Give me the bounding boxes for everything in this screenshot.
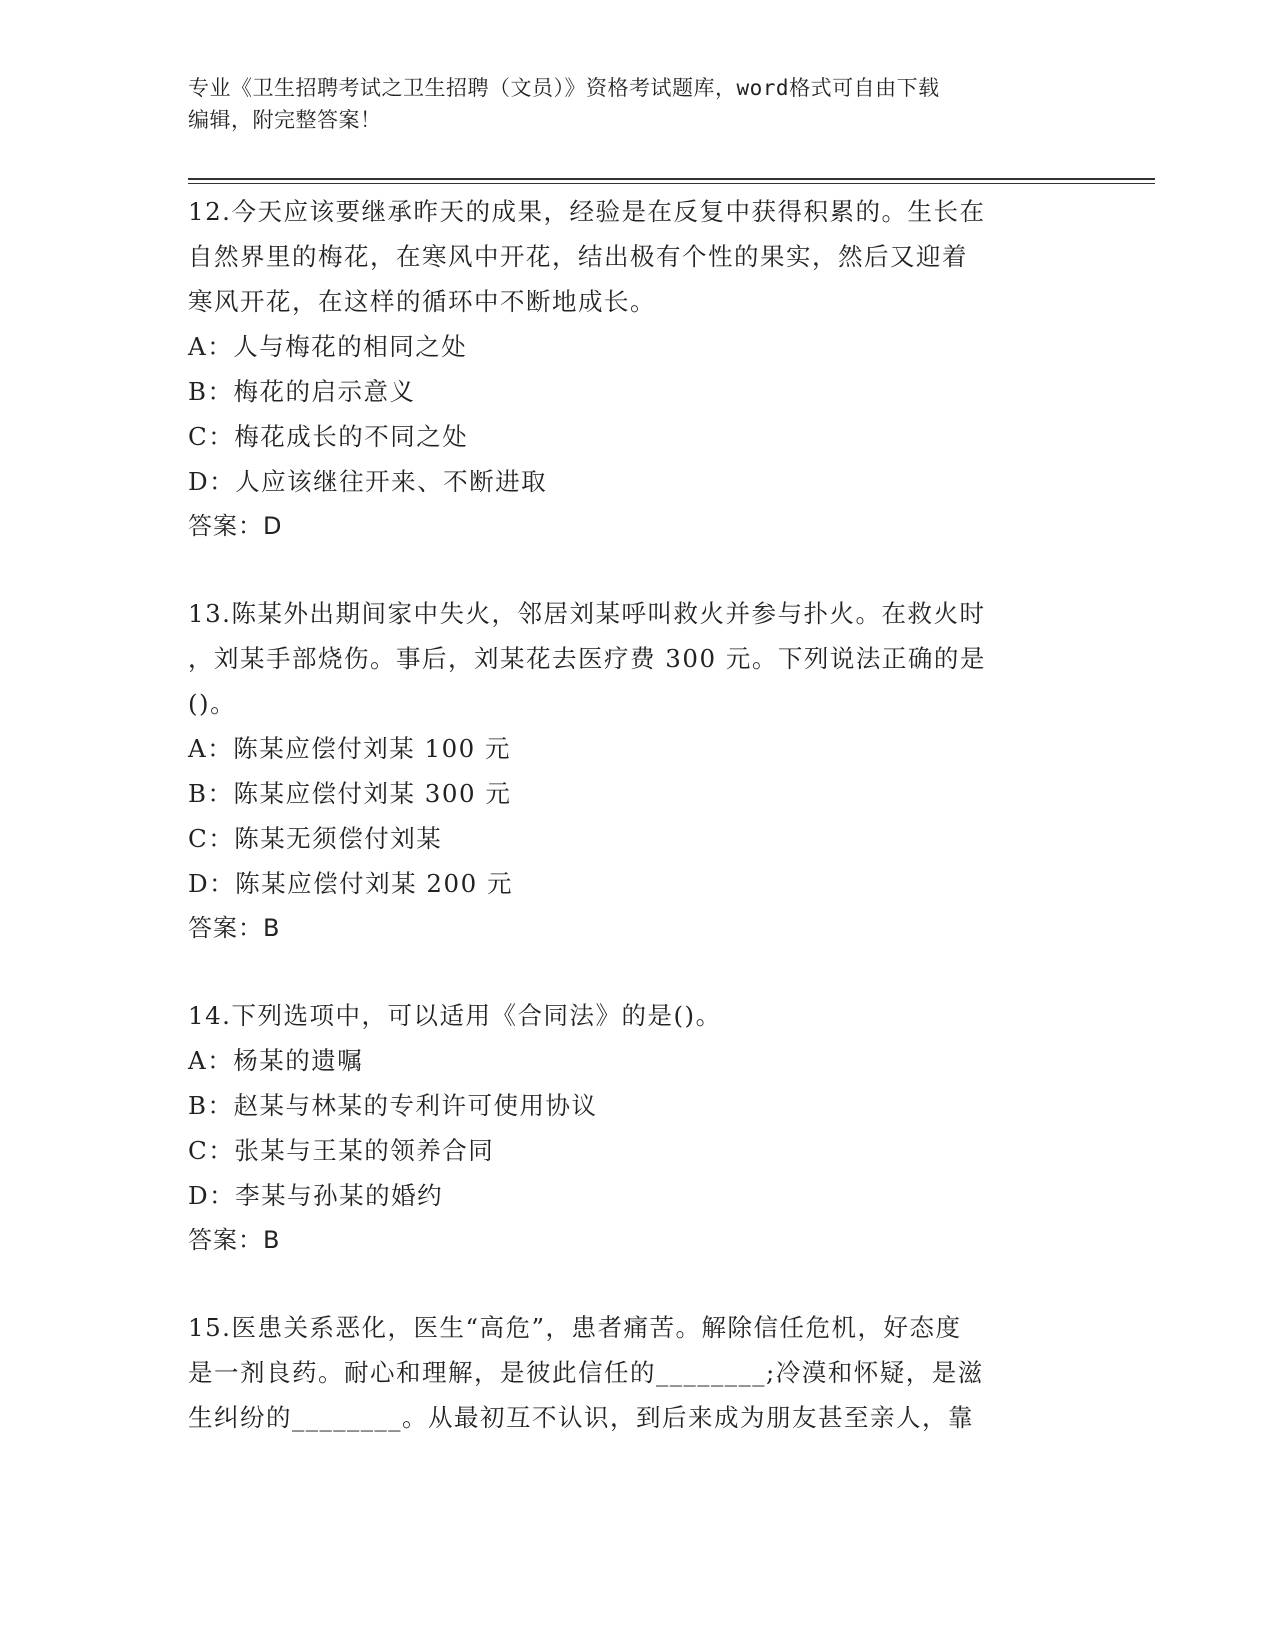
option-d: D：李某与孙某的婚约 bbox=[188, 1181, 444, 1210]
stem-line: ，刘某手部烧伤。事后，刘某花去医疗费 300 元。下列说法正确的是 bbox=[188, 644, 986, 673]
header-divider bbox=[188, 178, 1155, 184]
question-stem bbox=[188, 591, 1088, 726]
stem-line: 寒风开花，在这样的循环中不断地成长。 bbox=[188, 287, 656, 316]
option-c: C：陈某无须偿付刘某 bbox=[188, 824, 443, 853]
question-stem bbox=[188, 1305, 1088, 1440]
stem-line: 13.陈某外出期间家中失火，邻居刘某呼叫救火并参与扑火。在救火时 bbox=[188, 599, 986, 628]
option-a: A：杨某的遗嘱 bbox=[188, 1046, 364, 1075]
answer-label: 答案：B bbox=[188, 1226, 281, 1254]
answer-label: 答案：D bbox=[188, 512, 283, 540]
page-header bbox=[188, 72, 1068, 136]
option-c: C：张某与王某的领养合同 bbox=[188, 1136, 495, 1165]
question-14 bbox=[188, 993, 1088, 1263]
option-b: B：赵某与林某的专利许可使用协议 bbox=[188, 1091, 598, 1120]
question-list bbox=[188, 189, 1088, 1482]
stem-line: 自然界里的梅花，在寒风中开花，结出极有个性的果实，然后又迎着 bbox=[188, 242, 968, 271]
stem-line: 12.今天应该要继承昨天的成果，经验是在反复中获得积累的。生长在 bbox=[188, 197, 986, 226]
option-a: A：陈某应偿付刘某 100 元 bbox=[188, 734, 512, 763]
question-stem bbox=[188, 993, 1088, 1038]
header-line-2: 编辑，附完整答案！ bbox=[188, 108, 382, 132]
option-a: A：人与梅花的相同之处 bbox=[188, 332, 468, 361]
stem-line: 14.下列选项中，可以适用《合同法》的是()。 bbox=[188, 1001, 722, 1030]
option-c: C：梅花成长的不同之处 bbox=[188, 422, 469, 451]
question-12 bbox=[188, 189, 1088, 549]
stem-line: 是一剂良药。耐心和理解，是彼此信任的________;冷漠和怀疑，是滋 bbox=[188, 1358, 984, 1387]
stem-line: 生纠纷的________。从最初互不认识，到后来成为朋友甚至亲人，靠 bbox=[188, 1403, 974, 1432]
question-13 bbox=[188, 591, 1088, 951]
option-d: D：陈某应偿付刘某 200 元 bbox=[188, 869, 513, 898]
stem-line: 15.医患关系恶化，医生“高危”，患者痛苦。解除信任危机，好态度 bbox=[188, 1313, 962, 1342]
option-d: D：人应该继往开来、不断进取 bbox=[188, 467, 548, 496]
option-b: B：梅花的启示意义 bbox=[188, 377, 416, 406]
answer-label: 答案：B bbox=[188, 914, 281, 942]
header-line-1: 专业《卫生招聘考试之卫生招聘（文员）》资格考试题库，word格式可自由下载 bbox=[188, 76, 940, 100]
question-15 bbox=[188, 1305, 1088, 1440]
stem-line: ()。 bbox=[188, 689, 237, 718]
option-b: B：陈某应偿付刘某 300 元 bbox=[188, 779, 512, 808]
question-stem bbox=[188, 189, 1088, 324]
